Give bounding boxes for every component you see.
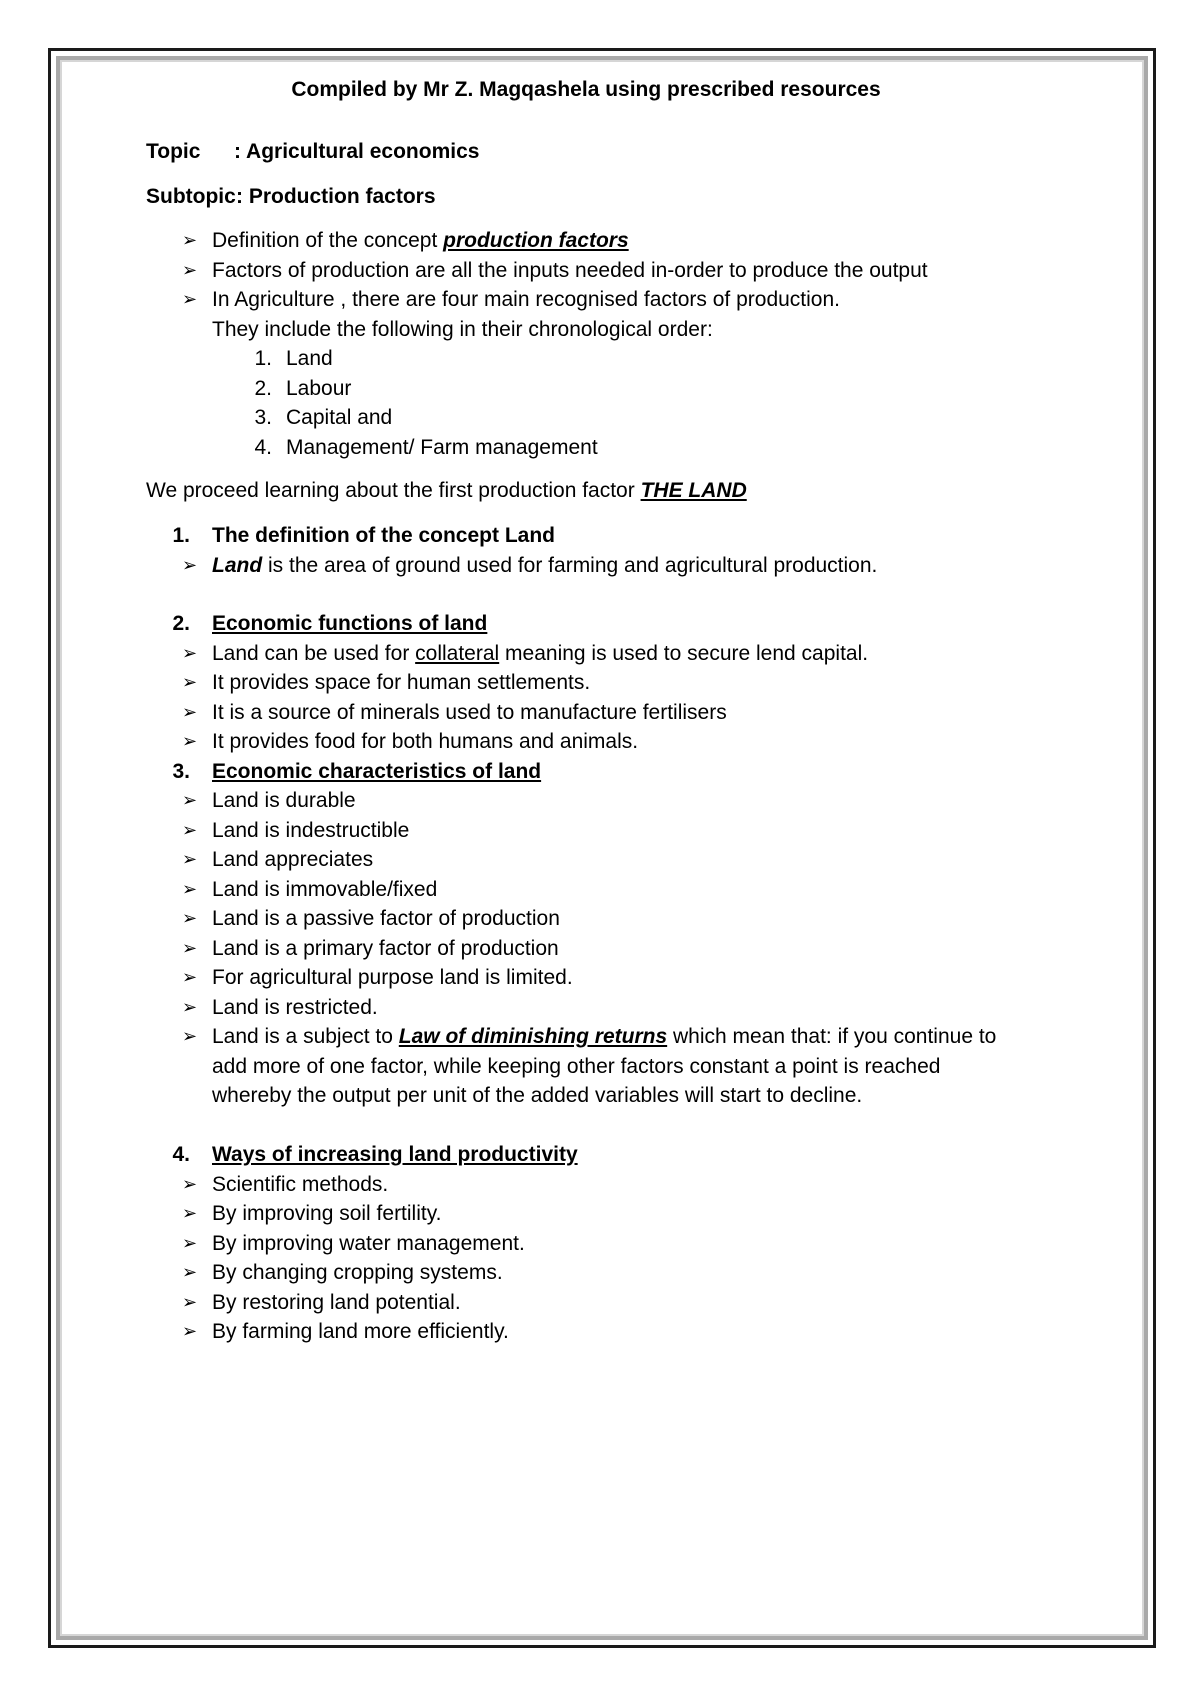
bullet-icon: ➢ — [182, 1173, 198, 1194]
section-3-heading-number: 3. — [172, 759, 190, 783]
bullet-icon: ➢ — [182, 1203, 198, 1223]
section-3-bullet-text — [212, 1021, 996, 1053]
law-term: Law of diminishing returns — [398, 1025, 668, 1048]
land-definition: is the area of ground used for farming and agricultural production. — [262, 553, 878, 577]
section-3-bullet-text: For agricultural purpose land is limited. — [212, 966, 573, 989]
intro-b1-emphasis: production factors — [443, 229, 629, 252]
section-3-bullet-text: Land is a passive factor of production — [212, 907, 560, 930]
section-4-bullet-text: By improving soil fertility. — [212, 1202, 442, 1225]
section-4-bullet-text: By changing cropping systems. — [212, 1261, 503, 1284]
proceed-line — [146, 475, 747, 507]
bullet-icon: ➢ — [182, 701, 198, 722]
subtopic-value: : Production factors — [236, 185, 436, 208]
intro-continuation: They include the following in their chronological order: — [212, 317, 713, 341]
section-4-bullet-text: By restoring land potential. — [212, 1290, 461, 1314]
bullet-icon: ➢ — [182, 731, 198, 751]
bullet-icon: ➢ — [182, 1262, 198, 1282]
section-4-bullet-text: Scientific methods. — [212, 1172, 389, 1196]
factor-number: 2. — [254, 376, 272, 400]
bullet-icon: ➢ — [182, 1232, 198, 1253]
intro-bullet-text — [212, 225, 629, 257]
section-4-bullet-text: By improving water management. — [212, 1231, 525, 1255]
collateral-pre: Land can be used for — [212, 641, 416, 665]
section-2-bullet-text: It provides food for both humans and animals. — [212, 730, 639, 753]
section-2-bullet-text — [212, 638, 868, 670]
section-3-bullet-text: Land is a primary factor of production — [212, 936, 559, 960]
section-1-heading-title: The definition of the concept Land — [212, 524, 555, 547]
intro-bullet-text: In Agriculture , there are four main recognised factors of production. — [212, 288, 841, 311]
bullet-icon: ➢ — [182, 1291, 198, 1312]
intro-bullet-text: Factors of production are all the inputs needed in-order to produce the output — [212, 258, 928, 282]
section-1-heading-number: 1. — [172, 524, 190, 547]
bullet-icon: ➢ — [182, 672, 198, 692]
factor-text: Management/ Farm management — [286, 435, 598, 459]
bullet-icon: ➢ — [182, 967, 198, 987]
bullet-icon: ➢ — [182, 289, 198, 309]
bullet-icon: ➢ — [182, 790, 198, 810]
bullet-icon: ➢ — [182, 908, 198, 928]
law-line-3: whereby the output per unit of the added variables will start to decline. — [212, 1084, 863, 1107]
collateral-post: meaning is used to secure lend capital. — [499, 641, 869, 665]
bullet-icon: ➢ — [182, 642, 198, 663]
factor-text: Capital and — [286, 406, 393, 429]
factor-number: 3. — [254, 406, 272, 429]
topic-label: Topic — [146, 140, 201, 163]
topic-value: : Agricultural economics — [234, 140, 480, 163]
collateral-term: collateral — [415, 641, 500, 665]
bullet-icon: ➢ — [182, 230, 198, 250]
section-1-bullet-text — [212, 550, 877, 582]
bullet-icon: ➢ — [182, 937, 198, 958]
document-header: Compiled by Mr Z. Magqashela using prescribed resources — [291, 78, 881, 101]
proceed-text: We proceed learning about the first production factor — [146, 479, 641, 502]
law-pre: Land is a subject to — [212, 1025, 399, 1048]
section-2-bullet-text: It provides space for human settlements. — [212, 671, 591, 694]
section-2-heading-title: Economic functions of land — [212, 612, 488, 635]
proceed-emphasis: THE LAND — [640, 479, 747, 502]
factor-number: 1. — [254, 347, 272, 370]
bullet-icon: ➢ — [182, 849, 198, 869]
subtopic-label: Subtopic — [146, 185, 236, 208]
bullet-icon: ➢ — [182, 1026, 198, 1046]
law-post: which mean that: if you continue to — [667, 1025, 997, 1048]
land-emphasis: Land — [212, 553, 263, 577]
section-3-heading-title: Economic characteristics of land — [212, 759, 542, 783]
section-3-bullet-text: Land is durable — [212, 789, 356, 812]
factor-text: Land — [286, 347, 333, 370]
section-2-bullet-text: It is a source of minerals used to manufacture fertilisers — [212, 700, 727, 724]
bullet-icon: ➢ — [182, 819, 198, 840]
section-4-bullet-text: By farming land more efficiently. — [212, 1320, 509, 1343]
bullet-icon: ➢ — [182, 878, 198, 899]
section-3-bullet-text: Land appreciates — [212, 848, 374, 871]
factor-number: 4. — [254, 435, 272, 459]
section-4-heading-number: 4. — [172, 1143, 190, 1166]
bullet-icon: ➢ — [182, 259, 198, 280]
bullet-icon: ➢ — [182, 1321, 198, 1341]
intro-b1-text: Definition of the concept — [212, 229, 444, 252]
section-3-bullet-text: Land is indestructible — [212, 818, 410, 842]
section-3-bullet-text: Land is immovable/fixed — [212, 877, 438, 901]
bullet-icon: ➢ — [182, 996, 198, 1017]
factor-text: Labour — [286, 376, 352, 400]
bullet-icon: ➢ — [182, 554, 198, 575]
law-line-2: add more of one factor, while keeping other factors constant a point is reached — [212, 1054, 941, 1078]
section-2-heading-number: 2. — [172, 612, 190, 635]
section-3-bullet-text: Land is restricted. — [212, 995, 378, 1019]
section-4-heading-title: Ways of increasing land productivity — [212, 1143, 578, 1166]
